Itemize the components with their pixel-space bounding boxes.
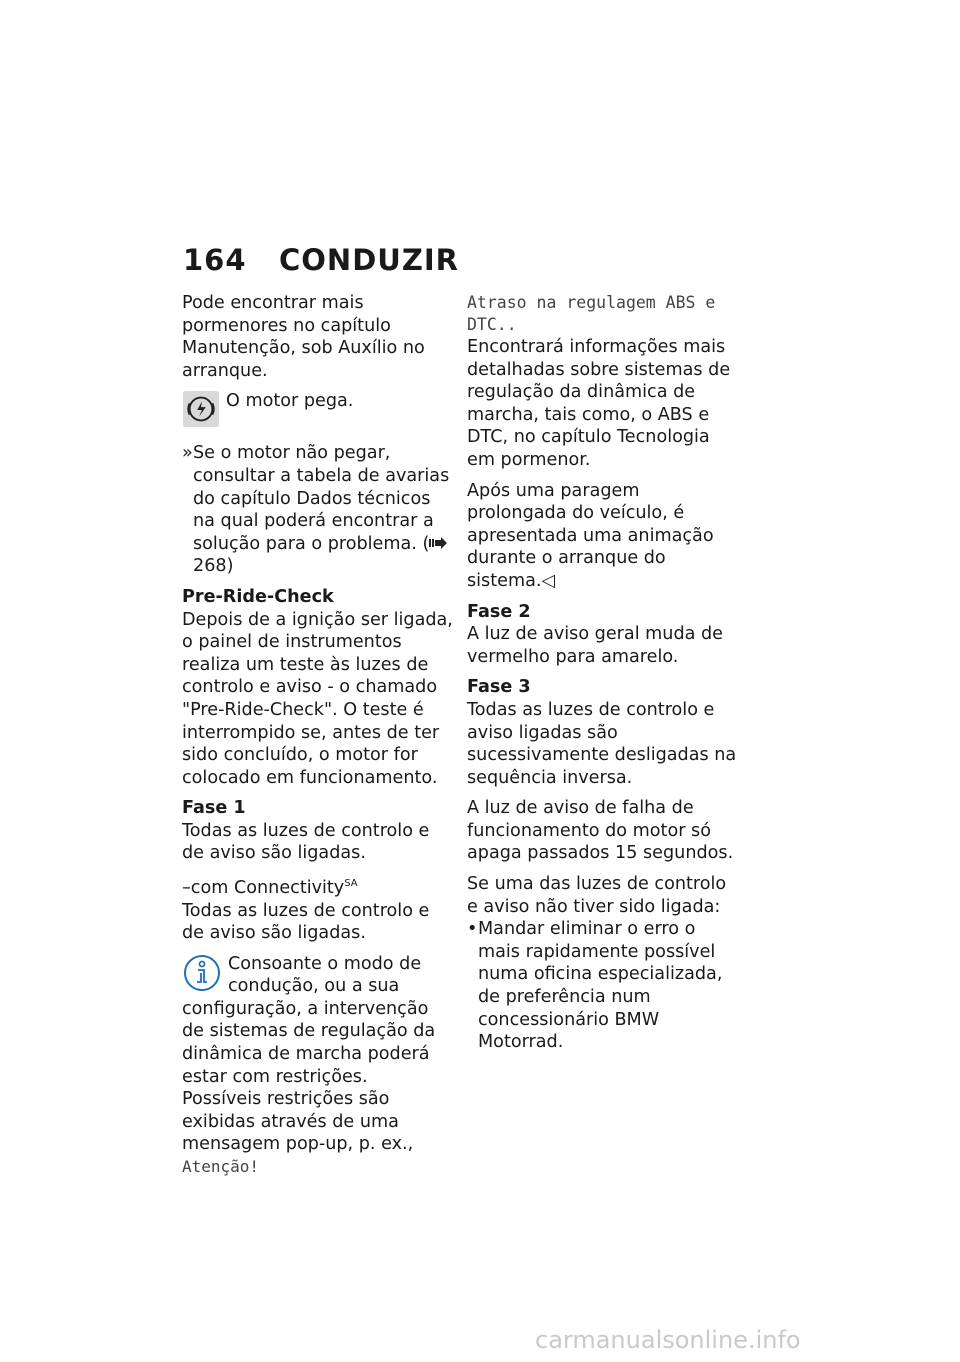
paragraph: Depois de a ignição ser ligada, o painel de instrumentos realiza um teste às luzes de controlo e aviso - o chamado "Pre-Ride-Check". O teste é interrompido se, antes de ter sido concluído, o motor for colocado em funcionamento. (182, 609, 453, 788)
list-item (182, 442, 454, 578)
bullet-marker: » (182, 443, 193, 464)
paragraph: Todas as luzes de controlo e aviso ligadas são sucessivamente desligadas na sequência inversa. (467, 699, 737, 788)
connectivity-sup: SA (344, 878, 358, 890)
list-item-text: Mandar eliminar o erro o mais rapidamente possível numa oficina especializada, de preferência num concessionário BMW Motorrad. (478, 919, 723, 1053)
section-heading: Fase 3 (467, 677, 531, 698)
engine-start-row (182, 390, 454, 428)
section-heading: Pre-Ride-Check (182, 586, 334, 607)
engine-start-warning-icon (182, 390, 220, 428)
info-text: Consoante o modo de condução, ou a sua configuração, a intervenção de sistemas de regulação da dinâmica de marcha poderá estar com restrições. (182, 953, 436, 1087)
paragraph: Após uma paragem prolongada do veículo, é apresentada uma animação durante o arranque do sistema.◁ (467, 480, 714, 591)
chapter-title: CONDUZIR (279, 243, 459, 277)
paragraph: A luz de aviso geral muda de vermelho para amarelo. (467, 624, 723, 667)
list-item (467, 918, 739, 1054)
page-header (183, 243, 459, 277)
page-number: 164 (183, 243, 247, 277)
left-column (182, 292, 454, 1187)
section-heading: Fase 2 (467, 601, 531, 622)
paragraph: Todas as luzes de controlo e de aviso são ligadas. (182, 820, 430, 864)
paragraph: Encontrará informações mais detalhadas sobre sistemas de regulação da dinâmica de marcha, tais como, o ABS e DTC, no capítulo Tecnologia em pormenor. (467, 337, 731, 470)
info-note (182, 953, 454, 1089)
connectivity-prefix: –com Connectivity (182, 877, 345, 898)
paragraph: Todas as luzes de controlo e de aviso são ligadas. (182, 900, 430, 944)
right-column (467, 292, 739, 1062)
paragraph: Pode encontrar mais pormenores no capítulo Manutenção, sob Auxílio no arranque. (182, 293, 425, 381)
paragraph: Se uma das luzes de controlo e aviso não tiver sido ligada: (467, 874, 727, 917)
list-item-text: Se o motor não pegar, consultar a tabela de avarias do capítulo Dados técnicos na qual poderá encontrar a solução para o problema. ( 268) (193, 443, 450, 577)
connectivity-label (182, 873, 454, 899)
info-icon (182, 953, 222, 993)
paragraph: A luz de aviso de falha de funcionamento do motor só apaga passados 15 segundos. (467, 798, 734, 864)
page-reference-arrow-icon (429, 537, 447, 549)
watermark: carmanualsonline.info (535, 1326, 801, 1354)
bullet-marker: • (467, 919, 478, 940)
page-reference[interactable]: 268 (193, 556, 227, 577)
list-item-body: Se o motor não pegar, consultar a tabela de avarias do capítulo Dados técnicos na qual poderá encontrar a solução para o problema. (193, 443, 450, 554)
display-message: Atraso na regulagem ABS e DTC.. (467, 293, 716, 334)
section-heading: Fase 1 (182, 798, 246, 819)
restr-text: Possíveis restrições são exibidas através de uma mensagem pop-up, p. ex., (182, 1089, 414, 1155)
popup-message: Atenção! (182, 1157, 260, 1177)
engine-start-text: O motor pega. (226, 391, 354, 412)
paragraph (182, 1088, 454, 1178)
